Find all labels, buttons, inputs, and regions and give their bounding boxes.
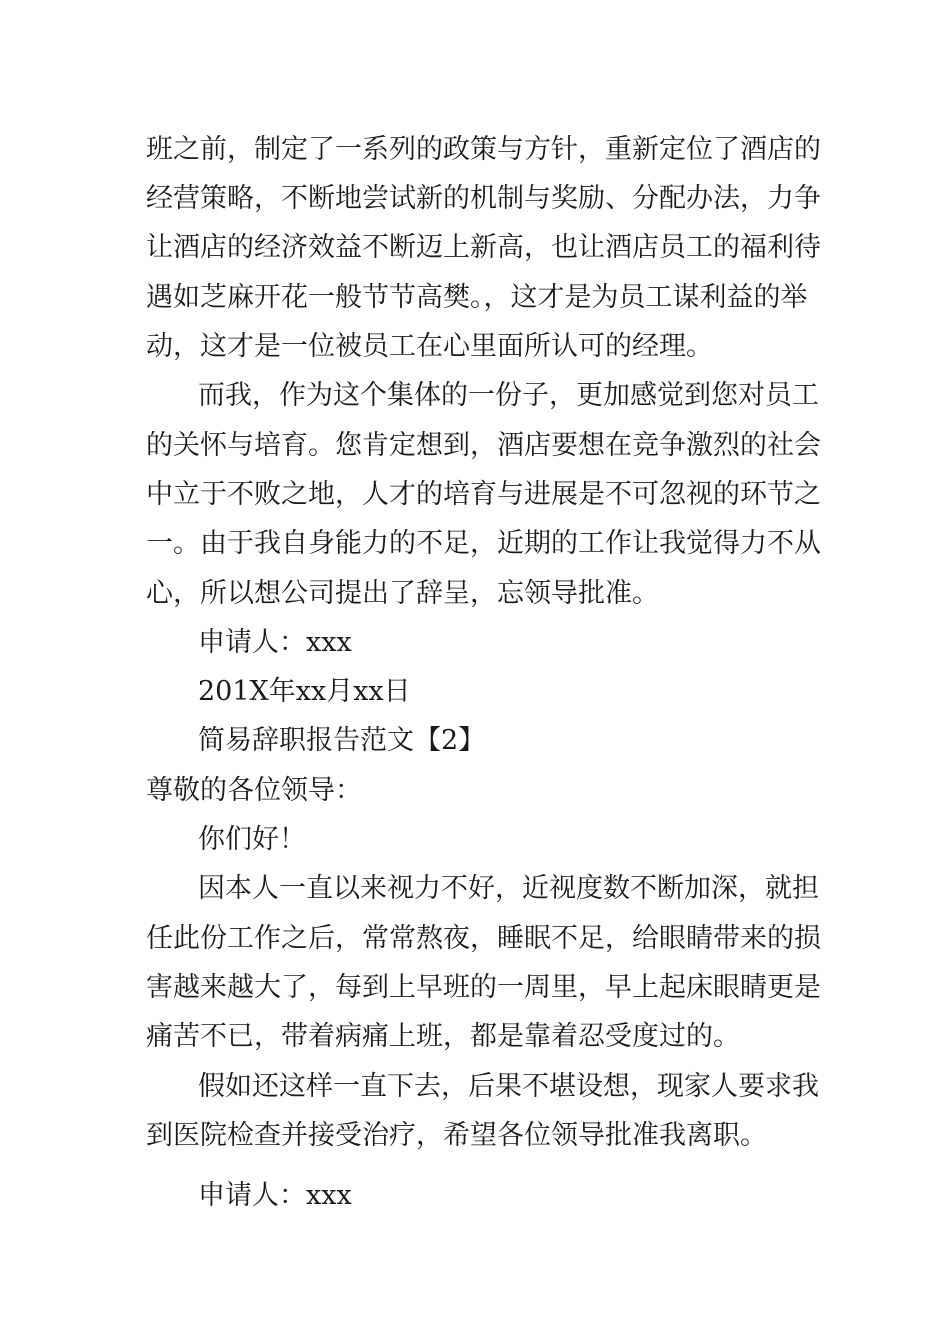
text-line: 遇如芝麻开花一般节节高樊。，这才是为员工谋利益的举 (146, 282, 808, 313)
text-line: 让酒店的经济效益不断迈上新高，也让酒店员工的福利待 (146, 232, 821, 263)
text-line: 心，所以想公司提出了辞呈，忘领导批准。 (146, 578, 659, 609)
applicant-line: 申请人：xxx (198, 1180, 352, 1211)
paragraph-start-line: 而我，作为这个集体的一份子，更加感觉到您对员工 (198, 380, 819, 411)
text-line: 的关怀与培育。您肯定想到，酒店要想在竞争激烈的社会 (146, 430, 821, 461)
text-line: 痛苦不已，带着病痛上班，都是靠着忍受度过的。 (146, 1021, 740, 1052)
salutation-line: 尊敬的各位领导： (146, 775, 362, 806)
applicant-line: 申请人：xxx (198, 627, 352, 658)
text-line: 害越来越大了，每到上早班的一周里，早上起床眼睛更是 (146, 972, 821, 1003)
text-line: 任此份工作之后，常常熬夜，睡眠不足，给眼睛带来的损 (146, 923, 821, 954)
date-line: 201X年xx月xx日 (198, 676, 411, 707)
paragraph-start-line: 因本人一直以来视力不好，近视度数不断加深，就担 (198, 873, 819, 904)
text-line: 班之前，制定了一系列的政策与方针，重新定位了酒店的 (146, 134, 821, 165)
section-heading: 简易辞职报告范文【2】 (198, 725, 486, 756)
text-line: 中立于不败之地，人才的培育与进展是不可忽视的环节之 (146, 479, 821, 510)
paragraph-start-line: 假如还这样一直下去，后果不堪设想，现家人要求我 (198, 1071, 819, 1102)
text-line: 一。由于我自身能力的不足，近期的工作让我觉得力不从 (146, 528, 821, 559)
greeting-line: 你们好！ (198, 824, 306, 855)
text-line: 经营策略，不断地尝试新的机制与奖励、分配办法，力争 (146, 183, 821, 214)
text-line: 到医院检查并接受治疗，希望各位领导批准我离职。 (146, 1120, 767, 1151)
text-line: 动，这才是一位被员工在心里面所认可的经理。 (146, 331, 713, 362)
